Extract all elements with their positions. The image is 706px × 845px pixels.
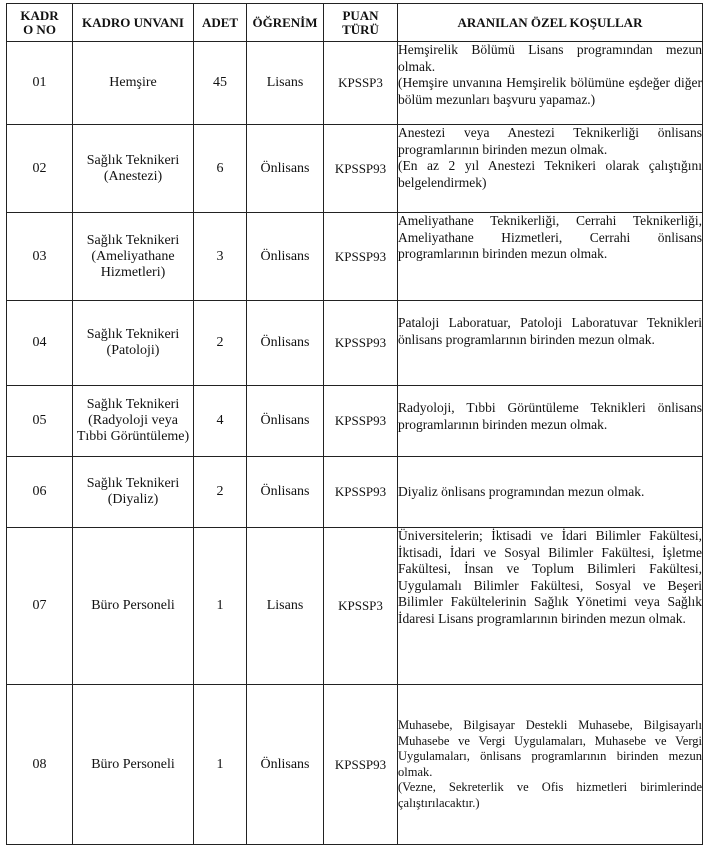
table-row xyxy=(7,457,703,528)
cell-kadro-no: 03 xyxy=(7,213,73,301)
unvan-line: Sağlık Teknikeri xyxy=(86,152,180,168)
cell-ogrenim: Önlisans xyxy=(247,386,324,457)
cell-puan-turu: KPSSP93 xyxy=(324,386,398,457)
cell-puan-turu: KPSSP93 xyxy=(324,457,398,528)
unvan-line: (Radyoloji veya xyxy=(88,413,178,428)
cell-ogrenim: Önlisans xyxy=(247,213,324,301)
cell-kadro-unvani xyxy=(73,213,194,301)
cell-adet: 3 xyxy=(194,213,247,301)
unvan-line: Hemşire xyxy=(109,75,157,90)
kosul-paragraph: (Hemşire unvanına Hemşirelik bölümüne eşdeğer diğer bölüm mezunları başvuru yapamaz.) xyxy=(398,75,702,107)
cell-ogrenim: Lisans xyxy=(247,528,324,685)
unvan-line: Sağlık Teknikeri xyxy=(86,232,180,248)
cell-ozel-kosullar xyxy=(398,42,703,125)
cell-kadro-unvani xyxy=(73,125,194,213)
cell-adet: 4 xyxy=(194,386,247,457)
unvan-line: (Ameliyathane xyxy=(91,248,175,264)
kosul-paragraph: Diyaliz önlisans programından mezun olmak. xyxy=(398,483,645,499)
cell-puan-turu: KPSSP3 xyxy=(324,42,398,125)
cell-kadro-no: 08 xyxy=(7,685,73,845)
header-ogrenim: ÖĞRENİM xyxy=(247,4,324,42)
cell-ogrenim: Önlisans xyxy=(247,685,324,845)
table-row xyxy=(7,42,703,125)
unvan-line: Sağlık Teknikeri xyxy=(86,397,180,412)
cell-ozel-kosullar xyxy=(398,125,703,213)
kadro-table xyxy=(6,3,703,845)
unvan-line: Tıbbi Görüntüleme) xyxy=(76,429,190,444)
cell-kadro-unvani xyxy=(73,301,194,386)
cell-kadro-no: 01 xyxy=(7,42,73,125)
table-row xyxy=(7,386,703,457)
kosul-paragraph: Radyoloji, Tıbbi Görüntüleme Teknikleri önlisans programlarının birinden mezun olmak. xyxy=(398,400,702,432)
cell-ozel-kosullar xyxy=(398,685,703,845)
cell-adet: 45 xyxy=(194,42,247,125)
kosul-paragraph: (En az 2 yıl Anestezi Teknikeri olarak çalıştığını belgelendirmek) xyxy=(398,158,702,190)
header-adet: ADET xyxy=(194,4,247,42)
cell-puan-turu: KPSSP93 xyxy=(324,685,398,845)
kosul-paragraph: Hemşirelik Bölümü Lisans programından mezun olmak. xyxy=(398,42,702,74)
unvan-line: Büro Personeli xyxy=(91,756,175,772)
cell-kadro-unvani xyxy=(73,685,194,845)
cell-ozel-kosullar xyxy=(398,386,703,457)
cell-kadro-no: 06 xyxy=(7,457,73,528)
header-kadro-unvani: KADRO UNVANI xyxy=(73,4,194,42)
cell-kadro-no: 05 xyxy=(7,386,73,457)
unvan-line: (Anestezi) xyxy=(103,168,163,184)
cell-ozel-kosullar xyxy=(398,213,703,301)
unvan-line: (Patoloji) xyxy=(106,343,160,358)
cell-ozel-kosullar xyxy=(398,528,703,685)
cell-ogrenim: Lisans xyxy=(247,42,324,125)
unvan-line: Sağlık Teknikeri xyxy=(86,476,180,491)
cell-kadro-no: 04 xyxy=(7,301,73,386)
cell-puan-turu: KPSSP3 xyxy=(324,528,398,685)
unvan-line: Hizmetleri) xyxy=(100,264,166,280)
kosul-paragraph: Üniversitelerin; İktisadi ve İdari Bilimler Fakültesi, İktisadi, İdari ve Sosyal Bilimler Fakültesi, İşletme Fakültesi, İnsan ve Toplum Bilimleri Fakültesi, Uygulamalı Bilimler Fakültesi, Sosyal ve Beşeri Bilimler Fakültelerinin Sağlık Yönetimi veya Sağlık İdaresi Lisans programlarının birinden mezun olmak. xyxy=(398,528,702,626)
cell-ozel-kosullar xyxy=(398,301,703,386)
unvan-line: (Diyaliz) xyxy=(107,492,159,507)
table-row xyxy=(7,125,703,213)
header-row xyxy=(7,4,703,42)
unvan-line: Büro Personeli xyxy=(91,598,175,613)
cell-kadro-unvani xyxy=(73,386,194,457)
header-kadro-no: KADR O NO xyxy=(7,4,73,42)
cell-puan-turu: KPSSP93 xyxy=(324,301,398,386)
cell-ozel-kosullar xyxy=(398,457,703,528)
unvan-line: Sağlık Teknikeri xyxy=(86,327,180,342)
table-row xyxy=(7,213,703,301)
cell-adet: 1 xyxy=(194,528,247,685)
cell-kadro-no: 02 xyxy=(7,125,73,213)
cell-kadro-unvani xyxy=(73,457,194,528)
cell-adet: 2 xyxy=(194,457,247,528)
cell-puan-turu: KPSSP93 xyxy=(324,213,398,301)
kosul-paragraph: Ameliyathane Teknikerliği, Cerrahi Teknikerliği, Ameliyathane Hizmetleri, Cerrahi önlisans programlarının birinden mezun olmak. xyxy=(398,213,702,261)
header-aranilan-kosullar: ARANILAN ÖZEL KOŞULLAR xyxy=(398,4,703,42)
cell-adet: 1 xyxy=(194,685,247,845)
kosul-paragraph: Anestezi veya Anestezi Teknikerliği önlisans programlarının birinden mezun olmak. xyxy=(398,125,702,157)
cell-adet: 6 xyxy=(194,125,247,213)
cell-puan-turu: KPSSP93 xyxy=(324,125,398,213)
cell-kadro-unvani xyxy=(73,528,194,685)
cell-ogrenim: Önlisans xyxy=(247,301,324,386)
table-row xyxy=(7,685,703,845)
cell-adet: 2 xyxy=(194,301,247,386)
kosul-paragraph: Muhasebe, Bilgisayar Destekli Muhasebe, Bilgisayarlı Muhasebe ve Vergi Uygulamaları, Muhasebe ve Vergi Uygulamaları, önlisans programlarının birinden mezun olmak. xyxy=(398,718,702,779)
cell-ogrenim: Önlisans xyxy=(247,125,324,213)
cell-kadro-unvani xyxy=(73,42,194,125)
cell-ogrenim: Önlisans xyxy=(247,457,324,528)
cell-kadro-no: 07 xyxy=(7,528,73,685)
kosul-paragraph: (Vezne, Sekreterlik ve Ofis hizmetleri birimlerinde çalıştırılacaktır.) xyxy=(398,780,702,810)
table-row xyxy=(7,301,703,386)
kosul-paragraph: Pataloji Laboratuar, Patoloji Laboratuvar Teknikleri önlisans programlarının birinden mezun olmak. xyxy=(398,315,702,347)
table-row xyxy=(7,528,703,685)
header-puan-turu: PUAN TÜRÜ xyxy=(324,4,398,42)
